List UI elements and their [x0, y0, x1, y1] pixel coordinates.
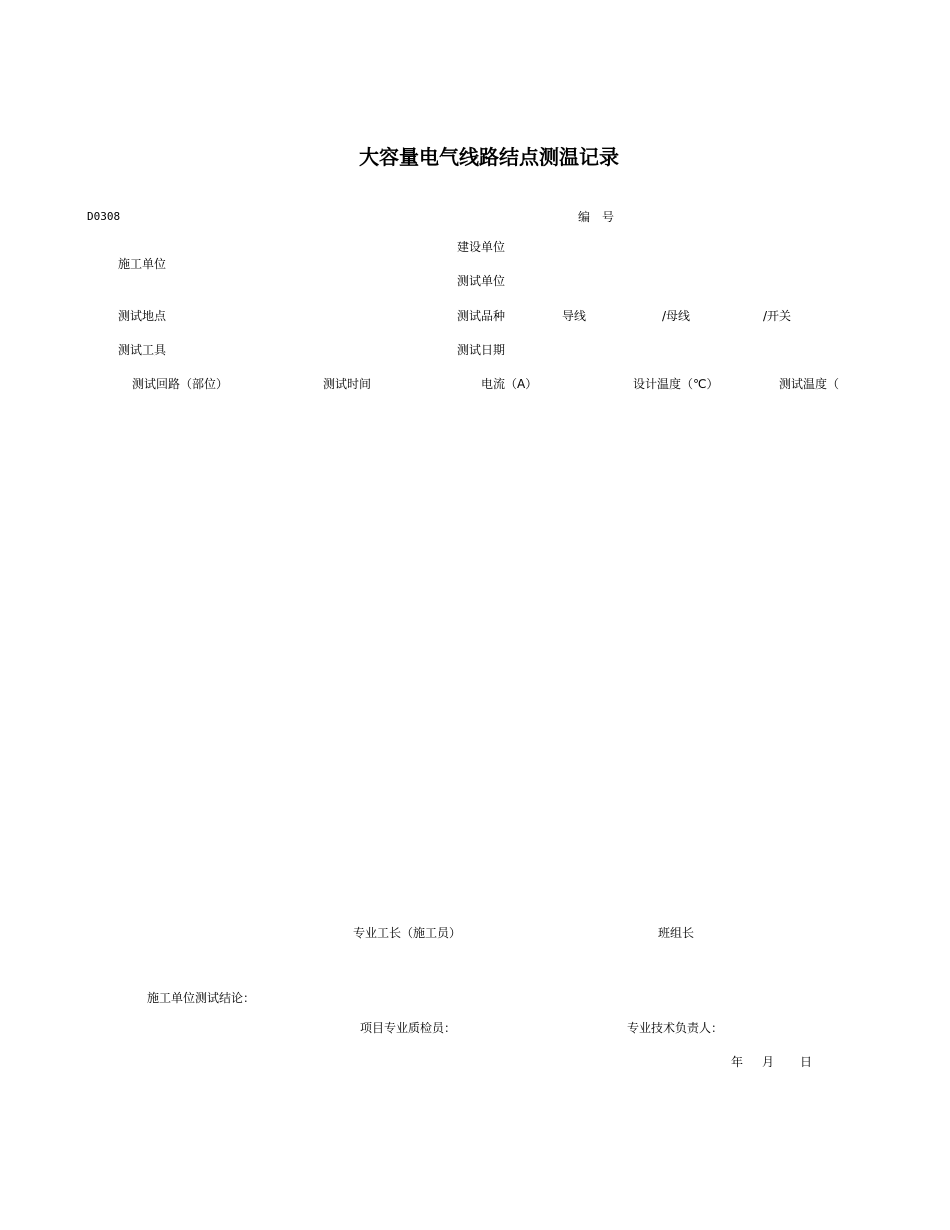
variety-switch: /开关	[763, 309, 792, 323]
test-date-label: 测试日期	[457, 343, 506, 357]
date-day: 日	[800, 1055, 813, 1069]
conclusion-label: 施工单位测试结论：	[147, 991, 256, 1005]
builder-unit-label: 施工单位	[118, 257, 167, 271]
document-code: D0308	[87, 210, 121, 223]
test-location-label: 测试地点	[118, 309, 167, 323]
number-label: 编 号	[578, 210, 615, 224]
test-unit-label: 测试单位	[457, 274, 506, 288]
column-header-design-temp: 设计温度（℃）	[633, 377, 719, 391]
variety-busbar: /母线	[662, 309, 691, 323]
date-year: 年	[731, 1055, 744, 1069]
column-header-test-temp: 测试温度（	[779, 377, 840, 391]
test-variety-label: 测试品种	[457, 309, 506, 323]
page-title: 大容量电气线路结点测温记录	[359, 145, 619, 169]
column-header-circuit: 测试回路（部位）	[132, 377, 229, 391]
test-tool-label: 测试工具	[118, 343, 167, 357]
construction-unit-label: 建设单位	[457, 240, 506, 254]
team-leader-label: 班组长	[658, 926, 695, 940]
tech-lead-label: 专业技术负责人：	[627, 1021, 724, 1035]
column-header-time: 测试时间	[323, 377, 372, 391]
column-header-current: 电流（A）	[481, 377, 538, 391]
qc-inspector-label: 项目专业质检员：	[360, 1021, 457, 1035]
date-month: 月	[762, 1055, 775, 1069]
variety-wire: 导线	[562, 309, 587, 323]
foreman-label: 专业工长（施工员）	[353, 926, 462, 940]
